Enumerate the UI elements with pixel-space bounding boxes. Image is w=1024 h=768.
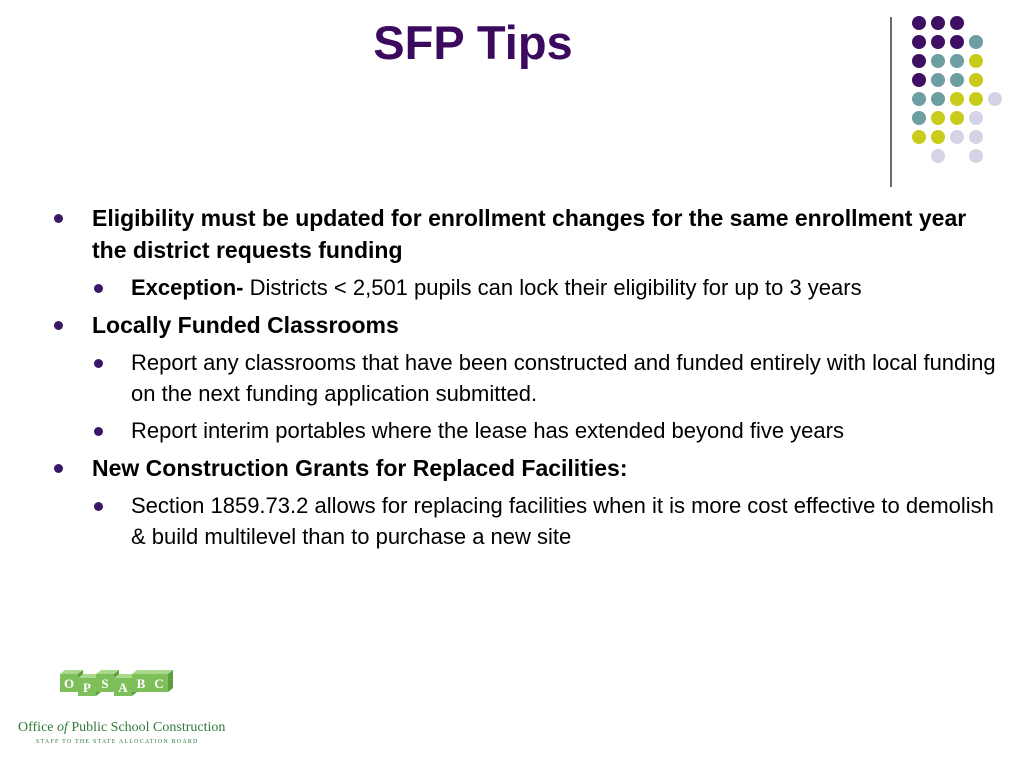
decorative-dot bbox=[931, 35, 945, 49]
decorative-dot bbox=[912, 130, 926, 144]
decorative-dot bbox=[931, 16, 945, 30]
logo-organization-name bbox=[18, 720, 228, 736]
decorative-dot bbox=[950, 16, 964, 30]
decorative-dot bbox=[988, 92, 1002, 106]
logo-block bbox=[150, 670, 173, 692]
sub-bullet-item bbox=[52, 490, 1002, 552]
decorative-dot bbox=[912, 54, 926, 68]
decorative-dot bbox=[912, 111, 926, 125]
decorative-dot bbox=[969, 130, 983, 144]
decorative-dot bbox=[969, 54, 983, 68]
decorative-dot bbox=[912, 16, 926, 30]
decorative-dot bbox=[969, 73, 983, 87]
decorative-dot bbox=[912, 92, 926, 106]
decorative-dot bbox=[969, 92, 983, 106]
sub-bullet-text: Districts < 2,501 pupils can lock their eligibility for up to 3 years bbox=[243, 275, 862, 300]
sub-bullet-item bbox=[52, 347, 1002, 409]
opsc-logo bbox=[18, 668, 228, 753]
logo-block-letter: O bbox=[63, 676, 75, 691]
slide-title: SFP Tips bbox=[373, 16, 573, 69]
logo-block-letter: S bbox=[101, 676, 109, 691]
decorative-dot bbox=[969, 149, 983, 163]
sub-bullet-dot-icon bbox=[94, 284, 103, 293]
sub-bullet-bold: Exception- bbox=[131, 275, 244, 300]
logo-block-letter: P bbox=[83, 680, 91, 695]
bullet-item bbox=[52, 452, 1002, 484]
sub-bullet-text: Report any classrooms that have been constructed and funded entirely with local funding on the next funding application submitted. bbox=[131, 350, 996, 406]
logo-block-letter: C bbox=[154, 676, 164, 691]
decorative-dot bbox=[931, 92, 945, 106]
bullet-text: Eligibility must be updated for enrollment changes for the same enrollment year the district requests funding bbox=[92, 205, 967, 263]
bullet-dot-icon bbox=[54, 321, 63, 330]
logo-blocks bbox=[56, 668, 176, 708]
decorative-dot bbox=[931, 73, 945, 87]
decorative-dot-grid bbox=[0, 0, 1024, 200]
sub-bullet-dot-icon bbox=[94, 359, 103, 368]
decorative-dot bbox=[950, 35, 964, 49]
decorative-dot bbox=[950, 92, 964, 106]
decorative-dot bbox=[931, 130, 945, 144]
sub-bullet-dot-icon bbox=[94, 502, 103, 511]
sub-bullet-text: Report interim portables where the lease has extended beyond five years bbox=[131, 418, 844, 443]
decorative-dot bbox=[931, 54, 945, 68]
sub-bullet-dot-icon bbox=[94, 427, 103, 436]
logo-name-part2: Public School Construction bbox=[67, 720, 226, 735]
bullet-dot-icon bbox=[54, 464, 63, 473]
bullet-item bbox=[52, 309, 1002, 341]
decorative-dot bbox=[950, 73, 964, 87]
decorative-dot bbox=[931, 111, 945, 125]
decorative-dot bbox=[912, 35, 926, 49]
logo-name-part1: Office bbox=[18, 720, 57, 735]
sub-bullet-item bbox=[52, 415, 1002, 446]
decorative-dot bbox=[950, 130, 964, 144]
bullet-item bbox=[52, 202, 1002, 266]
decorative-dot bbox=[950, 54, 964, 68]
decorative-dot bbox=[969, 35, 983, 49]
bullet-text: New Construction Grants for Replaced Facilities: bbox=[92, 455, 628, 481]
sub-bullet-text: Section 1859.73.2 allows for replacing facilities when it is more cost effective to demolish & build multilevel than to purchase a new site bbox=[131, 493, 994, 549]
bullet-text: Locally Funded Classrooms bbox=[92, 312, 399, 338]
decorative-dot bbox=[931, 149, 945, 163]
sub-bullet-item bbox=[52, 272, 1002, 303]
decorative-dot bbox=[950, 111, 964, 125]
decorative-dot bbox=[969, 111, 983, 125]
logo-block-letter: A bbox=[118, 680, 128, 695]
logo-tagline: STAFF TO THE STATE ALLOCATION BOARD bbox=[36, 739, 199, 745]
bullet-list bbox=[52, 202, 1002, 558]
decorative-dot bbox=[912, 73, 926, 87]
bullet-dot-icon bbox=[54, 214, 63, 223]
logo-block-letter: B bbox=[136, 676, 146, 691]
logo-name-italic: of bbox=[57, 720, 68, 735]
